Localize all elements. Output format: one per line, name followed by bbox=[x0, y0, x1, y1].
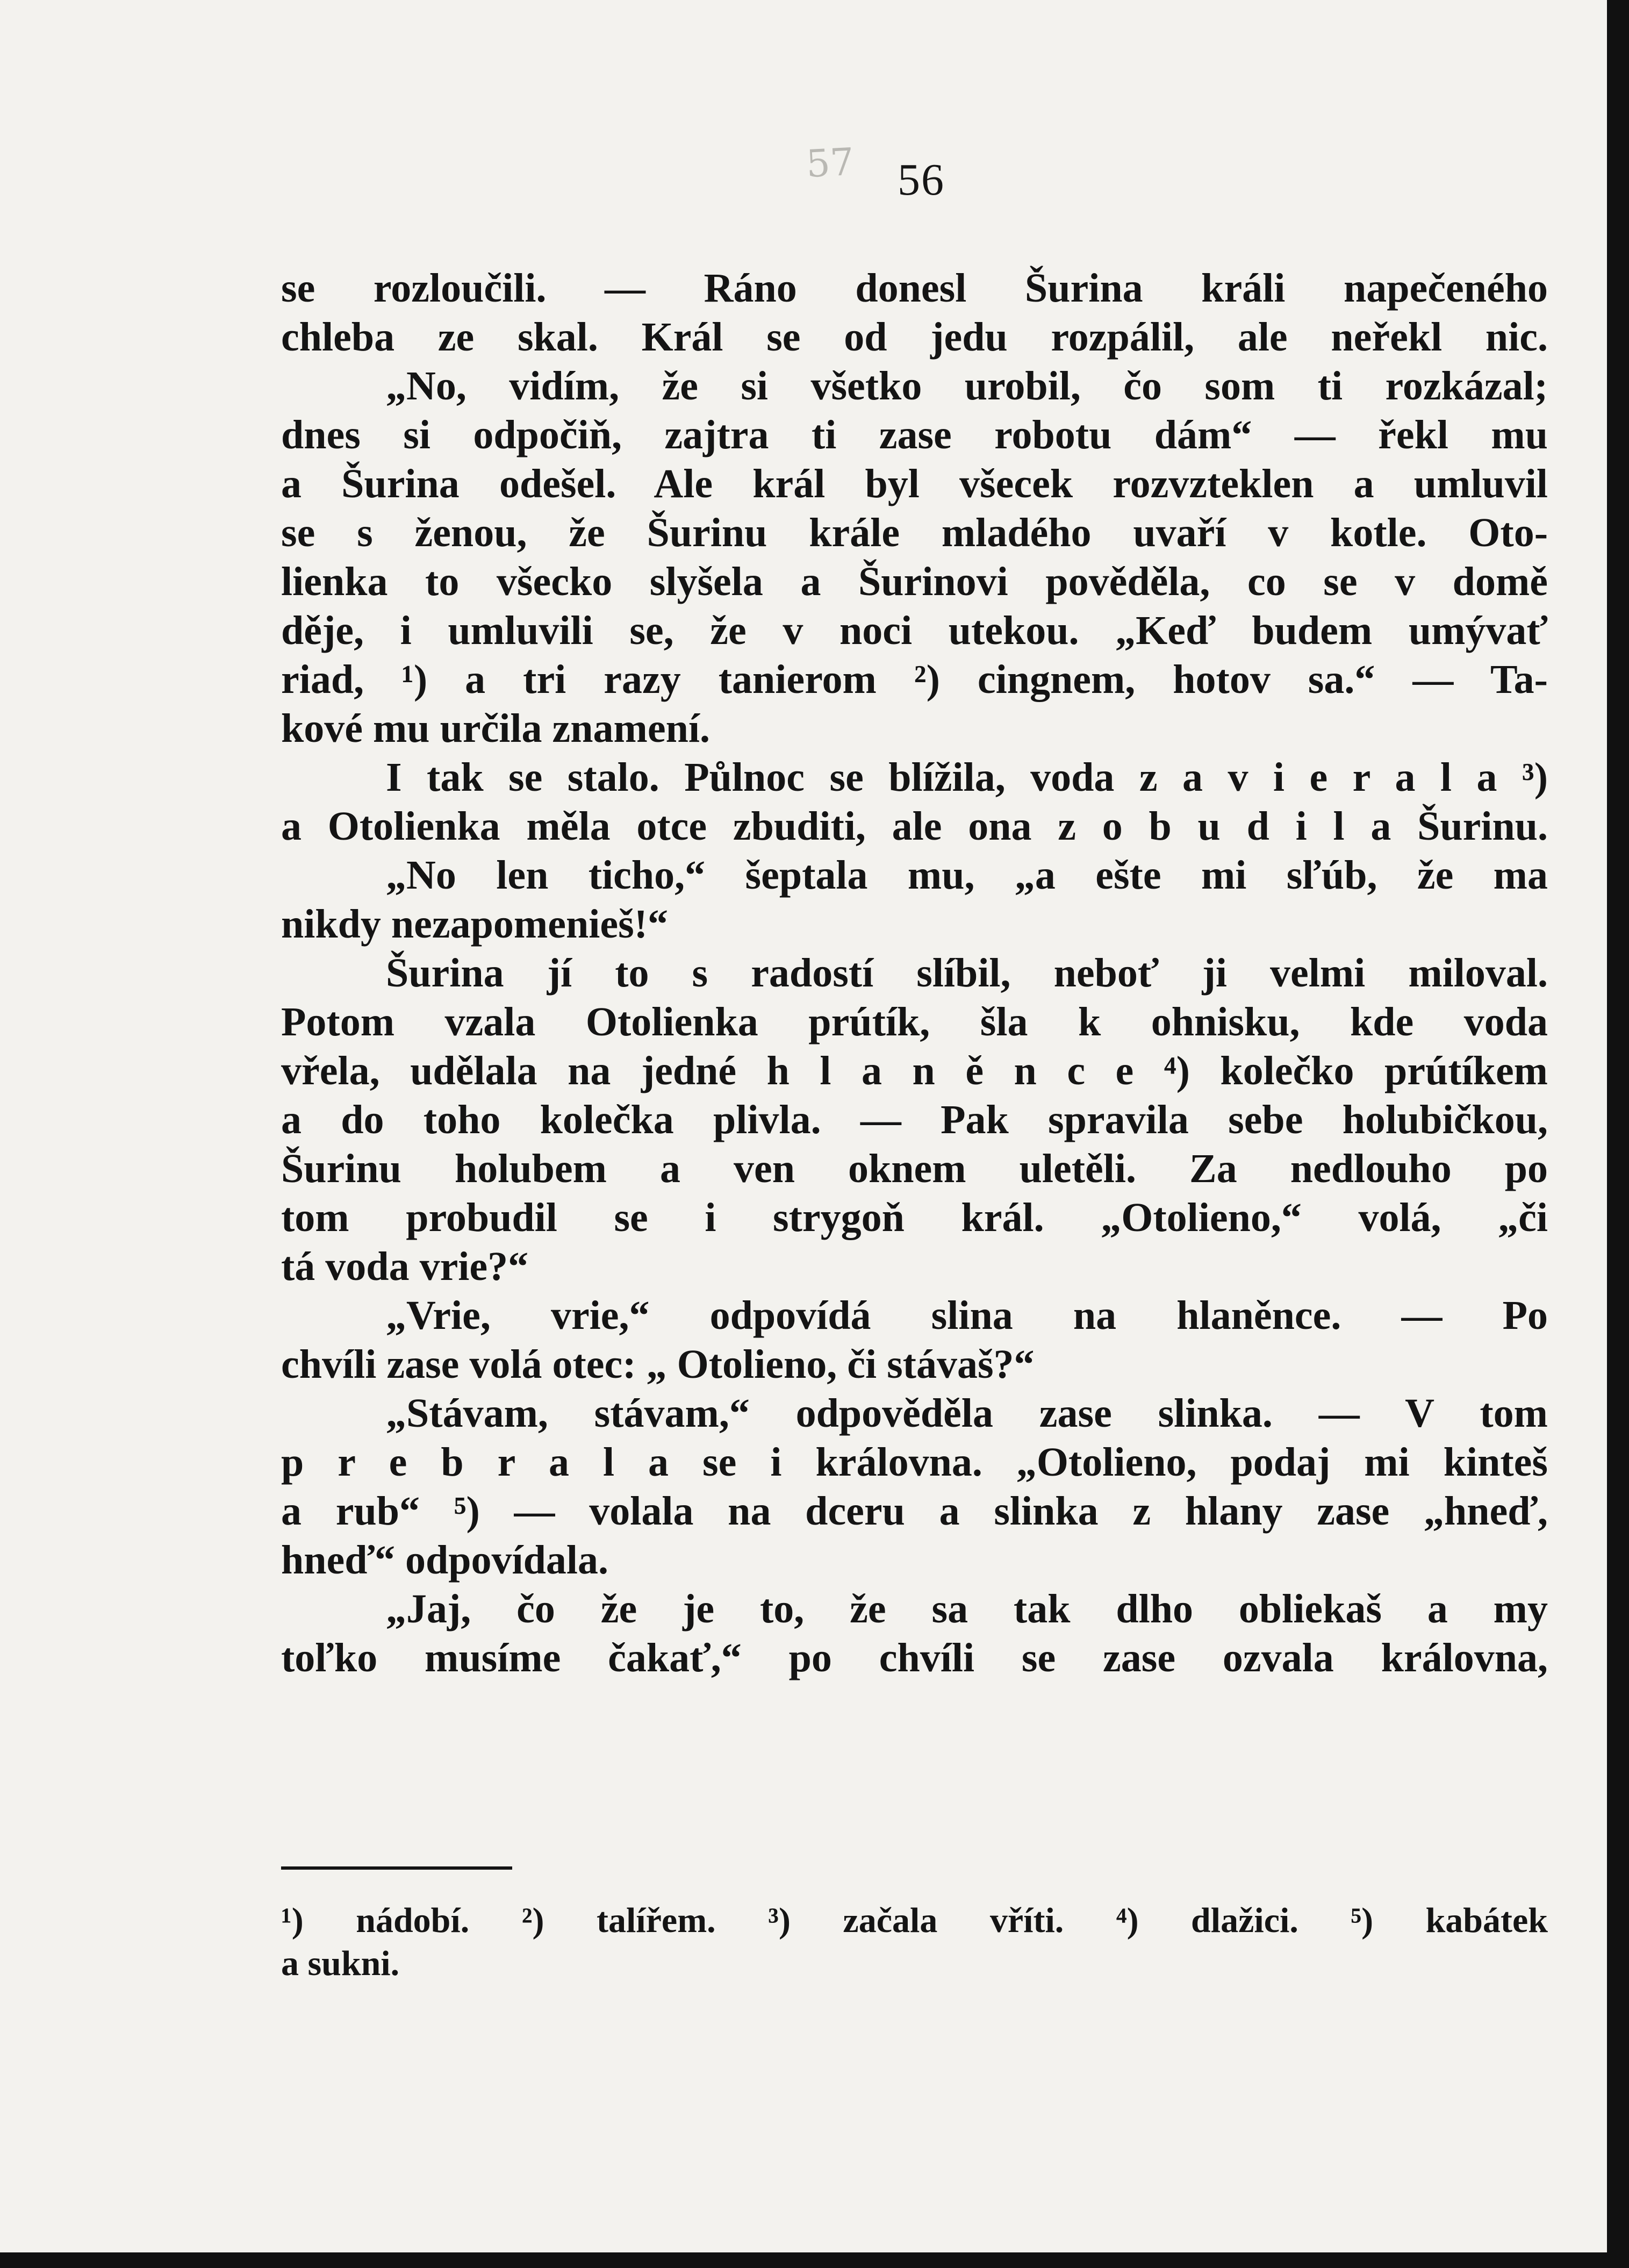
text-line: vřela, udělala na jedné h l a n ě n c e ⁴) kolečko prútíkem bbox=[281, 1048, 1548, 1093]
text-line: kové mu určila znamení. bbox=[281, 706, 710, 751]
text-line: tom probudil se i strygoň král. „Otolieno,“ volá, „či bbox=[281, 1195, 1548, 1240]
text-line: se s ženou, že Šurinu krále mladého uvaří v kotle. Oto- bbox=[281, 510, 1548, 555]
text-line: tá voda vrie?“ bbox=[281, 1244, 529, 1289]
text-line: chvíli zase volá otec: „ Otolieno, či stávaš?“ bbox=[281, 1342, 1035, 1387]
text-line: hneď“ odpovídala. bbox=[281, 1537, 609, 1583]
text-line: Šurinu holubem a ven oknem uletěli. Za nedlouho po bbox=[281, 1146, 1548, 1191]
text-line: „Stávam, stávam,“ odpověděla zase slinka. — V tom bbox=[386, 1391, 1548, 1436]
text-line: chleba ze skal. Král se od jedu rozpálil, ale neřekl nic. bbox=[281, 314, 1548, 360]
text-line: Potom vzala Otolienka prútík, šla k ohnisku, kde voda bbox=[281, 999, 1548, 1044]
text-line: I tak se stalo. Půlnoc se blížila, voda z a v i e r a l a ³) bbox=[386, 755, 1548, 800]
text-line: „Jaj, čo že je to, že sa tak dlho obliekaš a my bbox=[386, 1586, 1548, 1632]
footnote-divider bbox=[281, 1866, 512, 1870]
scan-border-bottom bbox=[0, 2252, 1629, 2268]
text-line: p r e b r a l a se i královna. „Otolieno, podaj mi kinteš bbox=[281, 1440, 1548, 1485]
text-line: dnes si odpočiň, zajtra ti zase robotu dám“ — řekl mu bbox=[281, 412, 1548, 457]
text-line: se rozloučili. — Ráno donesl Šurina králi napečeného bbox=[281, 266, 1548, 311]
text-line: a do toho kolečka plivla. — Pak spravila sebe holubičkou, bbox=[281, 1097, 1548, 1142]
text-line: děje, i umluvili se, že v noci utekou. „Keď budem umývať bbox=[281, 608, 1548, 653]
footnote-line: ¹) nádobí. ²) talířem. ³) začala vříti. ⁴) dlažici. ⁵) kabátek bbox=[281, 1901, 1548, 1940]
text-line: nikdy nezapomenieš!“ bbox=[281, 902, 668, 947]
footnote-line: a sukni. bbox=[281, 1944, 400, 1983]
text-line: a Šurina odešel. Ale král byl všecek rozvzteklen a umluvil bbox=[281, 461, 1548, 506]
text-line: lienka to všecko slyšela a Šurinovi pověděla, co se v domě bbox=[281, 559, 1548, 604]
text-line: Šurina jí to s radostí slíbil, neboť ji velmi miloval. bbox=[386, 950, 1548, 996]
text-line: „No, vidím, že si všetko urobil, čo som ti rozkázal; bbox=[386, 363, 1548, 409]
text-line: riad, ¹) a tri razy tanierom ²) cingnem, hotov sa.“ — Ta- bbox=[281, 657, 1548, 702]
text-line: a Otolienka měla otce zbuditi, ale ona z o b u d i l a Šurinu. bbox=[281, 804, 1548, 849]
text-line: „No len ticho,“ šeptala mu, „a ešte mi sľúb, že ma bbox=[386, 853, 1548, 898]
pencil-page-number: 57 bbox=[805, 139, 856, 187]
scan-border-right bbox=[1607, 0, 1629, 2268]
text-line: „Vrie, vrie,“ odpovídá slina na hlaněnce. — Po bbox=[386, 1293, 1548, 1338]
text-line: a rub“ ⁵) — volala na dceru a slinka z hlany zase „hneď, bbox=[281, 1489, 1548, 1534]
text-line: toľko musíme čakať,“ po chvíli se zase ozvala královna, bbox=[281, 1635, 1548, 1680]
page-number: 56 bbox=[898, 155, 945, 205]
